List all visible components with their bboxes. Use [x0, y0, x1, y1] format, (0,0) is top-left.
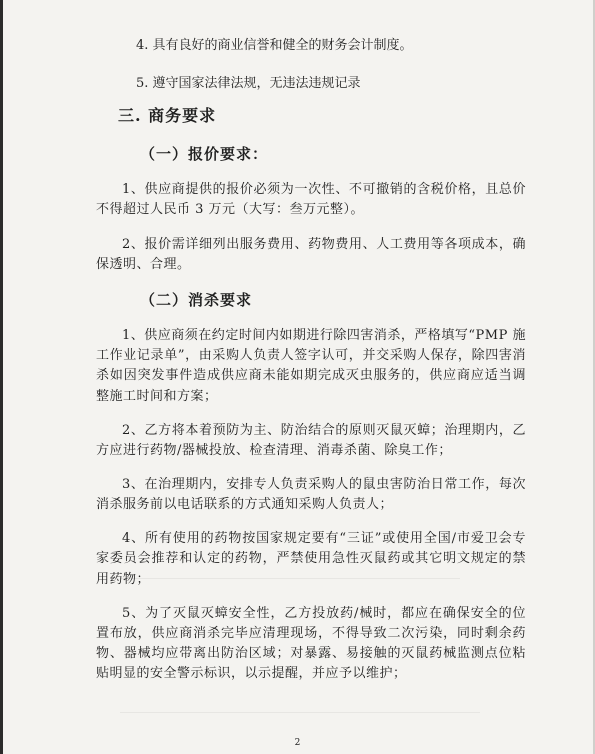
requirement-item-5: 5. 遵守国家法律法规，无违法违规记录 — [136, 76, 361, 92]
disinfection-paragraph-2: 2、乙方将本着预防为主、防治结合的原则灭鼠灭蟑；治理期内，乙方应进行药物/器械投放、检查清理、消毒杀菌、除臭工作； — [96, 422, 526, 458]
bleed-through-line — [120, 712, 480, 713]
page-number: 2 — [294, 738, 301, 748]
pricing-paragraph-1: 1、供应商提供的报价必须为一次性、不可撤销的含税价格，且总价不得超过人民币 3 万元（大写：叁万元整）。 — [96, 182, 526, 218]
pricing-paragraph-2: 2、报价需详细列出服务费用、药物费用、人工费用等各项成本，确保透明、合理。 — [96, 236, 526, 272]
subsection-title-disinfection: （二）消杀要求 — [140, 290, 253, 309]
disinfection-paragraph-5: 5、为了灭鼠灭蟑安全性，乙方投放药/械时，都应在确保安全的位置布放，供应商消杀完毕应清理现场，不得导致二次污染，同时剩余药物、器械均应带离出防治区域；对暴露、易接触的灭鼠药械监测点位粘贴明显的安全警示标识，以示提醒，并应予以维护； — [96, 605, 526, 682]
disinfection-paragraph-4: 4、所有使用的药物按国家规定要有“三证”或使用全国/市爱卫会专家委员会推荐和认定的药物，严禁使用急性灭鼠药或其它明文规定的禁用药物； — [96, 531, 526, 587]
disinfection-paragraph-3: 3、在治理期内，安排专人负责采购人的鼠虫害防治日常工作，每次消杀服务前以电话联系的方式通知采购人负责人； — [96, 476, 526, 513]
document-body — [96, 36, 526, 698]
bleed-through-line — [120, 578, 460, 579]
section-title-business: 三. 商务要求 — [118, 106, 217, 126]
page-left-edge — [0, 0, 3, 754]
requirement-item-4: 4. 具有良好的商业信誉和健全的财务会计制度。 — [136, 38, 413, 53]
subsection-title-pricing: （一）报价要求： — [140, 145, 269, 164]
disinfection-paragraph-1: 1、供应商须在约定时间内如期进行除四害消杀，严格填写“PMP 施工作业记录单”，由采购人负责人签字认可，并交采购人保存，除四害消杀如因突发事件造成供应商未能如期完成灭虫服务的，供应商应适当调整施工时间和方案； — [96, 328, 526, 404]
